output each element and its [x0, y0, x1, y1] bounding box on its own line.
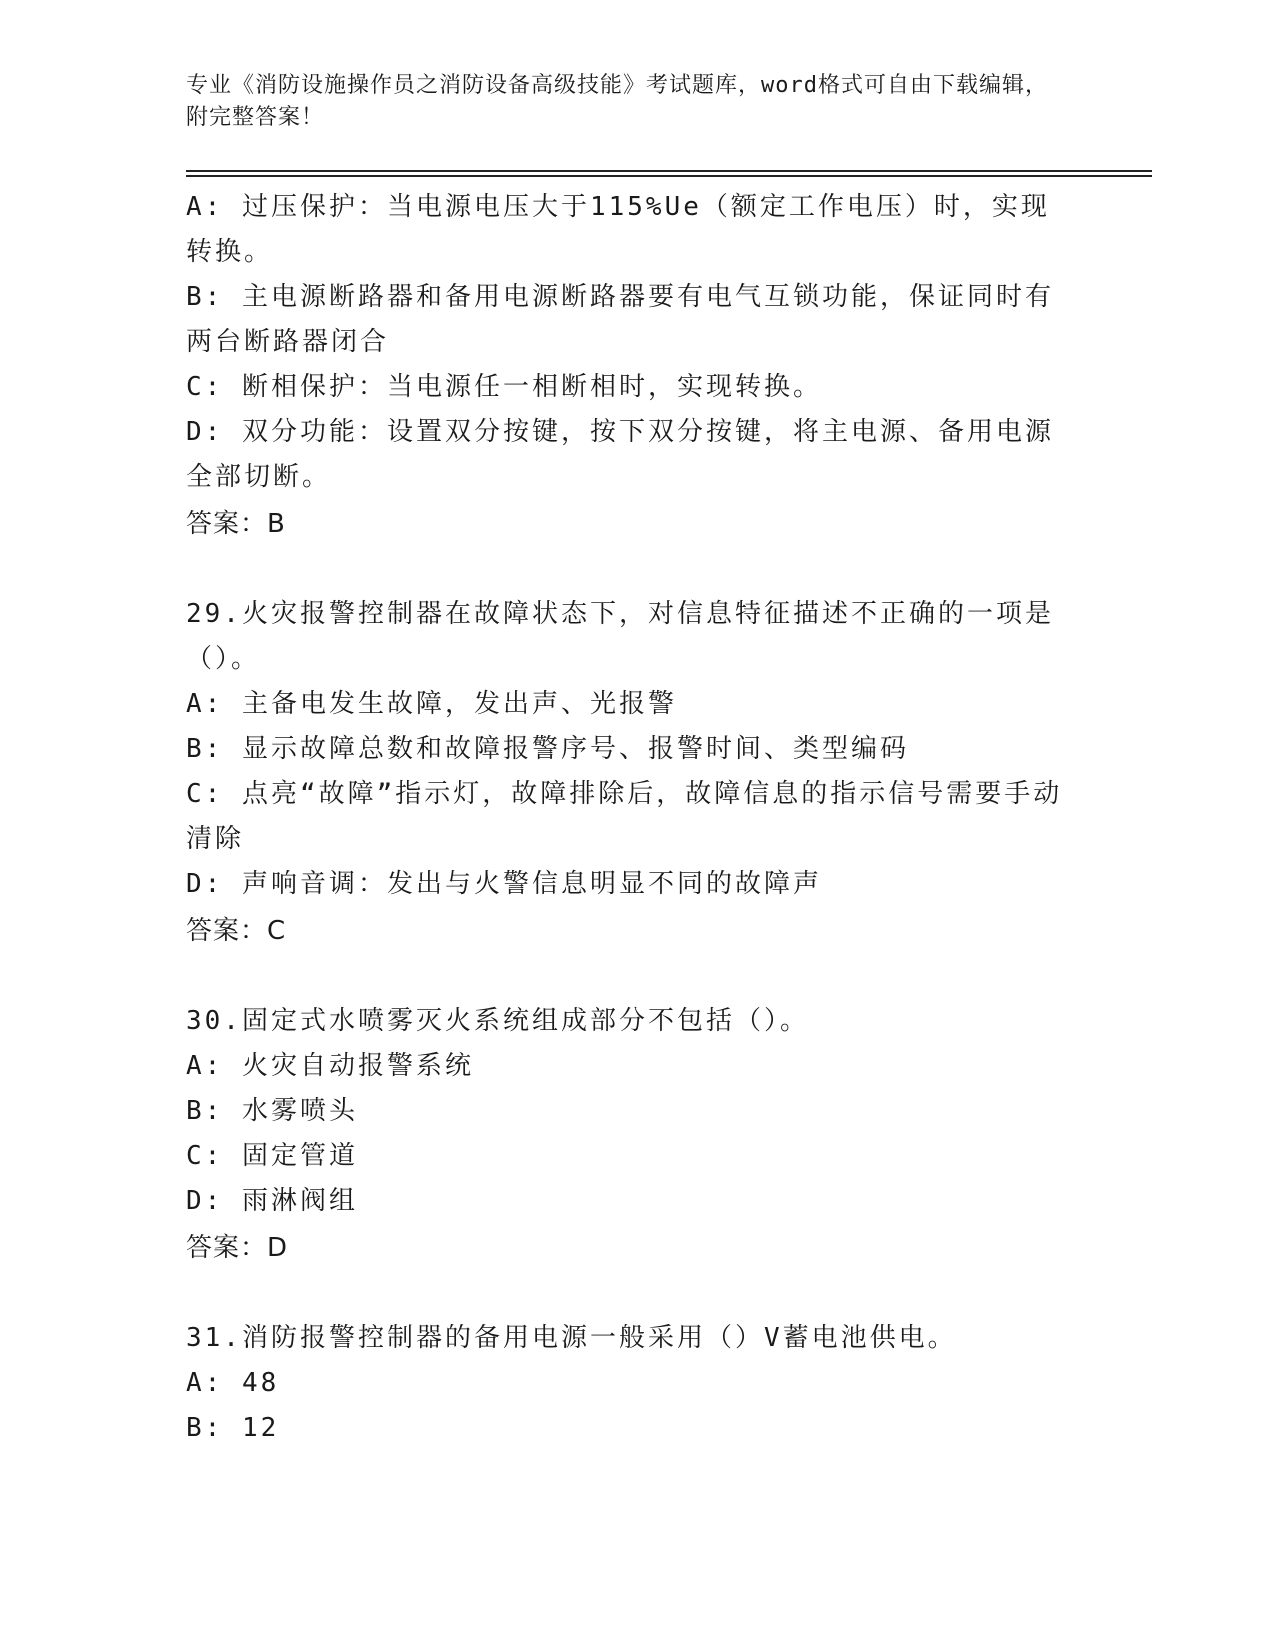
answer-line: 答案：D	[186, 1233, 289, 1263]
question-stem: 31.消防报警控制器的备用电源一般采用（）V蓄电池供电。	[186, 1323, 957, 1353]
option-c: C: 点亮“故障”指示灯，故障排除后，故障信息的指示信号需要手动清除	[186, 779, 1063, 854]
question-block-29	[186, 592, 1066, 955]
answer-line: 答案：C	[186, 916, 287, 946]
option-b: B: 水雾喷头	[186, 1096, 358, 1126]
question-stem: 30.固定式水喷雾灭火系统组成部分不包括（）。	[186, 1006, 809, 1036]
option-c: C: 断相保护：当电源任一相断相时，实现转换。	[186, 372, 822, 402]
header-rule-top	[186, 170, 1152, 172]
question-block-31	[186, 1316, 1066, 1451]
page-header: 专业《消防设施操作员之消防设备高级技能》考试题库，word格式可自由下载编辑，附完整答案！	[186, 73, 1048, 130]
header-rule-bottom	[186, 175, 1152, 177]
option-a: A: 主备电发生故障，发出声、光报警	[186, 689, 677, 719]
option-d: D: 声响音调：发出与火警信息明显不同的故障声	[186, 869, 822, 899]
option-a: A: 火灾自动报警系统	[186, 1051, 474, 1081]
option-b: B: 显示故障总数和故障报警序号、报警时间、类型编码	[186, 734, 909, 764]
answer-line: 答案：B	[186, 509, 286, 539]
option-b: B: 主电源断路器和备用电源断路器要有电气互锁功能，保证同时有两台断路器闭合	[186, 282, 1054, 357]
document-body	[186, 185, 1066, 1495]
option-b: B: 12	[186, 1413, 280, 1443]
option-a: A: 过压保护：当电源电压大于115%Ue（额定工作电压）时，实现转换。	[186, 192, 1050, 267]
option-d: D: 双分功能：设置双分按键，按下双分按键，将主电源、备用电源全部切断。	[186, 417, 1054, 492]
option-d: D: 雨淋阀组	[186, 1186, 358, 1216]
option-a: A: 48	[186, 1368, 280, 1398]
question-stem: 29.火灾报警控制器在故障状态下，对信息特征描述不正确的一项是（）。	[186, 599, 1054, 674]
question-block-28	[186, 185, 1066, 548]
option-c: C: 固定管道	[186, 1141, 358, 1171]
question-block-30	[186, 999, 1066, 1272]
